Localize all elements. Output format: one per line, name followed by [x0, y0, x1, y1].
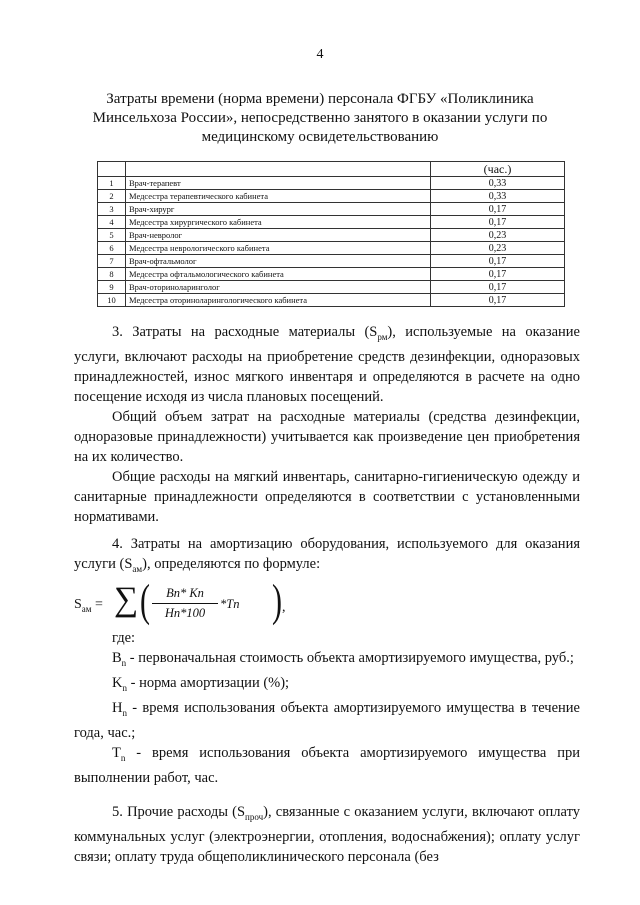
row-time-value: 0,33 — [431, 177, 565, 190]
row-number: 6 — [98, 242, 126, 255]
definition-item: $T_n$ - время использования объекта амортизируемого имущества при выполнении работ, час. — [74, 744, 580, 786]
row-time-value: 0,23 — [431, 229, 565, 242]
formula-lhs: $S_{ам}$ = — [74, 597, 103, 614]
page-number: 4 — [316, 47, 324, 62]
row-position-name: Врач-хирург — [126, 203, 431, 216]
section-4-paragraph-1: 4. Затраты на амортизацию оборудования, используемого для оказания услуги $(S_{ам})$, определяются по формуле: — [74, 536, 580, 574]
row-time-value: 0,17 — [431, 268, 565, 281]
section-4-intro — [74, 534, 580, 579]
formula-right-paren: ) — [272, 576, 282, 626]
row-number: 8 — [98, 268, 126, 281]
table-row — [98, 190, 565, 203]
row-time-value: 0,17 — [431, 281, 565, 294]
formula-sum-sign: ∑ — [114, 581, 139, 618]
table-row — [98, 255, 565, 268]
section-5 — [74, 802, 580, 867]
unit-header: (час.) — [431, 162, 565, 177]
formula-tail: *Tn — [220, 597, 240, 611]
row-number: 10 — [98, 294, 126, 307]
section-3 — [74, 322, 580, 527]
row-time-value: 0,17 — [431, 216, 565, 229]
row-time-value: 0,17 — [431, 294, 565, 307]
row-position-name: Медсестра офтальмологического кабинета — [126, 268, 431, 281]
table-row — [98, 177, 565, 190]
table-row — [98, 294, 565, 307]
formula-comma: , — [282, 600, 286, 615]
row-position-name: Медсестра хирургического кабинета — [126, 216, 431, 229]
table-row — [98, 229, 565, 242]
row-position-name: Медсестра неврологического кабинета — [126, 242, 431, 255]
row-number: 7 — [98, 255, 126, 268]
definition-item: $K_n$ - норма амортизации (%); — [112, 674, 290, 693]
row-position-name: Врач-терапевт — [126, 177, 431, 190]
row-position-name: Медсестра оториноларингологического кабинета — [126, 294, 431, 307]
table-row — [98, 203, 565, 216]
row-number: 1 — [98, 177, 126, 190]
row-time-value: 0,33 — [431, 190, 565, 203]
header-num-cell — [98, 162, 126, 177]
row-number: 9 — [98, 281, 126, 294]
table-row — [98, 242, 565, 255]
formula-definitions — [74, 628, 580, 788]
row-number: 5 — [98, 229, 126, 242]
table-header-row — [98, 162, 565, 177]
header-name-cell — [126, 162, 431, 177]
formula-numerator: Bn* Kn — [152, 586, 218, 604]
row-position-name: Врач-оториноларинголог — [126, 281, 431, 294]
row-position-name: Врач-невролог — [126, 229, 431, 242]
row-time-value: 0,17 — [431, 255, 565, 268]
section-3-paragraph-2: Общий объем затрат на расходные материалы (средства дезинфекции, одноразовые принадлежности) учитывается как произведение цен приобретения на их количество. — [74, 408, 580, 465]
row-position-name: Врач-офтальмолог — [126, 255, 431, 268]
row-number: 3 — [98, 203, 126, 216]
staff-time-table — [97, 161, 565, 307]
section-3-paragraph-3: Общие расходы на мягкий инвентарь, санитарно-гигиеническую одежду и санитарные принадлежности определяются в соответствии с установленными нормативами. — [74, 468, 580, 525]
where-label: где: — [112, 630, 136, 646]
row-time-value: 0,23 — [431, 242, 565, 255]
formula-denominator: Hn*100 — [164, 606, 206, 620]
table-row — [98, 216, 565, 229]
row-number: 2 — [98, 190, 126, 203]
row-time-value: 0,17 — [431, 203, 565, 216]
formula-fraction — [152, 586, 218, 621]
section-title: Затраты времени (норма времени) персонала ФГБУ «Поликлиника Минсельхоза России», непосредственно занятого в оказании услуги по медицинскому освидетельствованию — [92, 91, 548, 145]
table-row — [98, 268, 565, 281]
table-row — [98, 281, 565, 294]
definition-item: $B_n$ - первоначальная стоимость объекта амортизируемого имущества, руб.; — [112, 650, 574, 668]
section-5-paragraph-1: 5. Прочие расходы $(S_{проч})$, связанные с оказанием услуги, включают оплату коммунальных услуг (электроэнергии, отопления, водоснабжения); оплату услуг связи; оплату труда общеполиклинического персонала (без — [74, 804, 580, 865]
definition-item: $H_n$ - время использования объекта амортизируемого имущества в течение года, час.; — [74, 699, 580, 741]
section-3-paragraph-1: 3. Затраты на расходные материалы $(S_{рм})$, используемые на оказание услуги, включают расходы на приобретение средств дезинфекции, одноразовых принадлежностей, износ мягкого инвентаря и определяются в расчете на одно посещение исходя из числа плановых посещений. — [74, 324, 580, 405]
row-number: 4 — [98, 216, 126, 229]
row-position-name: Медсестра терапевтического кабинета — [126, 190, 431, 203]
formula-left-paren: ( — [140, 576, 150, 626]
